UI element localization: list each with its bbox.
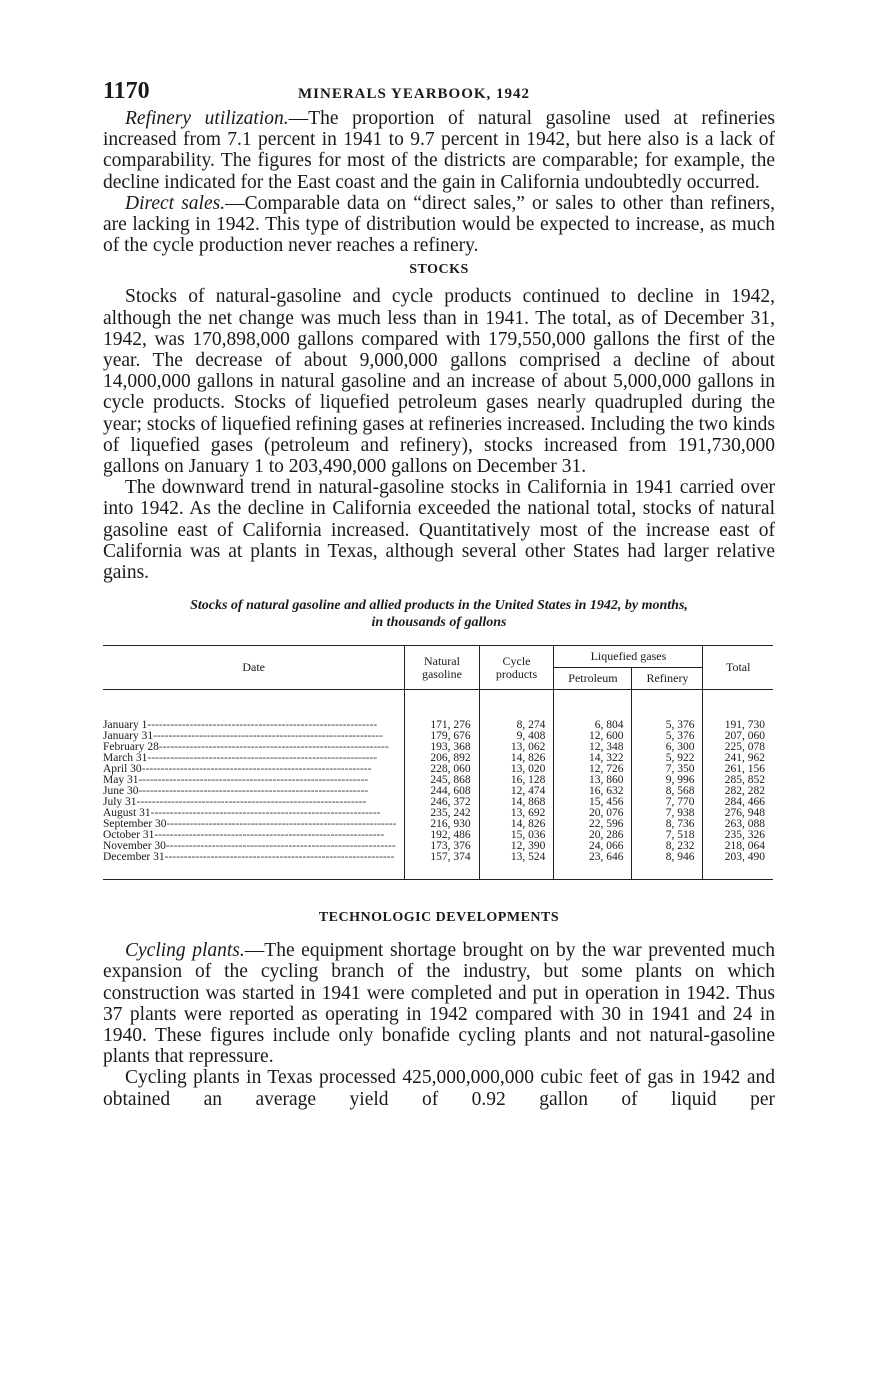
page-number: 1170 xyxy=(103,78,150,104)
col-header-date: Date xyxy=(103,646,405,690)
cell-date-text: August 31 xyxy=(103,808,151,820)
cell-natural: 246, 372 xyxy=(405,797,479,808)
cell-petroleum: 15, 456 xyxy=(554,797,632,808)
section-heading-stocks: STOCKS xyxy=(409,262,469,278)
paragraph-stocks-2: The downward trend in natural-gasoline stocks in California in 1941 carried over into 1942. As the decline in California exceeded the national total, stocks of natural gasoline east of California increased. Quantitatively most of the increase east of California was at plants in Texas, although several other States had larger relative gains. xyxy=(103,477,775,584)
paragraph-text: —The proportion of natural gasoline used at refineries increased from 7.1 percent in 1941 to 9.7 percent in 1942, but here also is a lack of comparability. The figures for most of the districts are comparable; for example, the decline indicated for the East coast and the gain in California undoubtedly occurred. xyxy=(103,108,775,193)
cell-date xyxy=(103,830,405,841)
cell-natural: 235, 242 xyxy=(405,808,479,819)
table-caption xyxy=(103,597,775,631)
cell-total: 263, 088 xyxy=(724,818,765,831)
table-body xyxy=(103,690,773,880)
cell-date xyxy=(103,797,405,808)
cell-cycle: 14, 868 xyxy=(479,797,554,808)
running-head xyxy=(103,78,775,108)
leader-dots: ------------------------------------------------------------ xyxy=(164,852,395,864)
cell-petroleum: 13, 860 xyxy=(554,775,632,786)
cell-cycle: 13, 020 xyxy=(479,764,554,775)
paragraph-cycling-texas: Cycling plants in Texas processed 425,000,000,000 cubic feet of gas in 1942 and obtained an average yield of 0.92 gallon of liquid per xyxy=(103,1067,775,1110)
cell-date xyxy=(103,819,405,830)
runin-heading: Cycling plants. xyxy=(125,940,245,962)
cell-natural: 192, 486 xyxy=(405,830,479,841)
cell-refinery: 9, 996 xyxy=(632,775,703,786)
cell-refinery: 7, 938 xyxy=(632,808,703,819)
cell-petroleum: 20, 076 xyxy=(554,808,632,819)
paragraph-stocks-1: Stocks of natural-gasoline and cycle products continued to decline in 1942, although the net change was much less than in 1941. The total, as of December 31, 1942, was 170,898,000 gallons compared with 179,550,000 gallons the first of the year. The decrease of about 9,000,000 gallons comprised a decline of about 14,000,000 gallons in natural gasoline and an increase of about 5,000,000 gallons in cycle products. Stocks of liquefied petroleum gases nearly quadrupled during the year; stocks of liquefied refining gases at refineries increased. Including the two kinds of liquefied gases (petroleum and refinery), stocks increased from 191,730,000 gallons on January 1 to 203,490,000 gallons on December 31. xyxy=(103,286,775,478)
cell-cycle: 14, 826 xyxy=(479,819,554,830)
cell-cycle: 13, 692 xyxy=(479,808,554,819)
cell-petroleum: 20, 286 xyxy=(554,830,632,841)
cell-date-text: December 31 xyxy=(103,852,165,864)
cell-natural: 173, 376 xyxy=(405,841,479,852)
cell-date-text: September 30 xyxy=(103,819,167,831)
cell-refinery: 5, 376 xyxy=(632,731,703,742)
cell-refinery: 6, 300 xyxy=(632,742,703,753)
cell-refinery: 8, 568 xyxy=(632,786,703,797)
cell-refinery: 7, 350 xyxy=(632,764,703,775)
cell-refinery: 7, 770 xyxy=(632,797,703,808)
cell-cycle: 12, 474 xyxy=(479,786,554,797)
col-header-liquefied-gases: Liquefied gases xyxy=(554,646,703,668)
cell-date xyxy=(103,808,405,819)
stocks-table xyxy=(103,645,773,880)
leader-dots: ------------------------------------------------------------ xyxy=(138,786,369,798)
cell-petroleum: 22, 596 xyxy=(554,819,632,830)
leader-dots: ------------------------------------------------------------ xyxy=(138,775,369,787)
cell-total: 225, 078 xyxy=(724,741,765,754)
cell-date xyxy=(103,775,405,786)
cell-petroleum: 12, 726 xyxy=(554,764,632,775)
running-title: MINERALS YEARBOOK, 1942 xyxy=(298,86,531,102)
cell-date xyxy=(103,720,405,731)
paragraph-text: —The equipment shortage brought on by the war prevented much expansion of the cycling branch of the industry, but some plants on which construction was started in 1941 were completed and put in operation in 1942. Thus 37 plants were reported as operating in 1942 compared with 30 in 1941 and 24 in 1940. These figures include only bonafide cycling plants and not natural-gasoline plants that repressure. xyxy=(103,940,776,1068)
cell-cycle: 9, 408 xyxy=(479,731,554,742)
cell-natural: 179, 676 xyxy=(405,731,479,742)
cell-refinery: 8, 946 xyxy=(632,852,703,863)
leader-dots: ------------------------------------------------------------ xyxy=(166,819,397,831)
cell-total: 203, 490 xyxy=(724,851,765,864)
cell-date-text: November 30 xyxy=(103,841,166,853)
cell-total: 282, 282 xyxy=(724,785,765,798)
cell-natural: 245, 868 xyxy=(405,775,479,786)
cell-cycle: 15, 036 xyxy=(479,830,554,841)
col-header-cycle-products: Cycle products xyxy=(479,646,554,690)
cell-petroleum: 14, 322 xyxy=(554,753,632,764)
cell-natural: 228, 060 xyxy=(405,764,479,775)
document-page xyxy=(103,78,775,1110)
cell-date-text: June 30 xyxy=(103,786,139,798)
cell-total: 285, 852 xyxy=(724,774,765,787)
table-caption-line: Stocks of natural gasoline and allied products in the United States in 1942, by months, xyxy=(190,598,688,614)
cell-refinery: 8, 736 xyxy=(632,819,703,830)
cell-natural: 193, 368 xyxy=(405,742,479,753)
cell-natural: 206, 892 xyxy=(405,753,479,764)
col-header-natural-gasoline: Natural gasoline xyxy=(405,646,479,690)
leader-dots: ------------------------------------------------------------ xyxy=(150,808,381,820)
cell-refinery: 8, 232 xyxy=(632,841,703,852)
cell-refinery: 5, 922 xyxy=(632,753,703,764)
cell-total: 284, 466 xyxy=(724,796,765,809)
section-heading-technologic: TECHNOLOGIC DEVELOPMENTS xyxy=(318,910,560,926)
paragraph-text: —Comparable data on “direct sales,” or sales to other than refiners, are lacking in 1942. This type of distribution would be expected to increase, as much of the cycle production never reaches a refinery. xyxy=(103,192,776,257)
cell-date-text: March 31 xyxy=(103,753,148,765)
paragraph-refinery-utilization xyxy=(103,108,775,193)
paragraph-direct-sales xyxy=(103,193,775,257)
leader-dots: ------------------------------------------------------------ xyxy=(154,830,385,842)
cell-date xyxy=(103,852,405,863)
cell-date-text: April 30 xyxy=(103,764,142,776)
cell-total: 276, 948 xyxy=(724,807,765,820)
cell-date-text: July 31 xyxy=(103,797,137,809)
col-header-petroleum: Petroleum xyxy=(554,668,632,690)
cell-date xyxy=(103,764,405,775)
cell-petroleum: 12, 600 xyxy=(554,731,632,742)
cell-petroleum: 23, 646 xyxy=(554,852,632,863)
cell-petroleum: 12, 348 xyxy=(554,742,632,753)
cell-natural: 244, 608 xyxy=(405,786,479,797)
cell-total: 207, 060 xyxy=(724,730,765,743)
cell-total: 235, 326 xyxy=(724,829,765,842)
runin-heading: Refinery utilization. xyxy=(125,108,289,129)
cell-cycle: 14, 826 xyxy=(479,753,554,764)
cell-date xyxy=(103,731,405,742)
paragraph-cycling-plants xyxy=(103,940,775,1067)
cell-cycle: 13, 062 xyxy=(479,742,554,753)
cell-refinery: 7, 518 xyxy=(632,830,703,841)
cell-date xyxy=(103,786,405,797)
cell-date-text: January 1 xyxy=(103,720,148,732)
leader-dots: ------------------------------------------------------------ xyxy=(165,841,396,853)
cell-date-text: October 31 xyxy=(103,830,155,842)
cell-date-text: May 31 xyxy=(103,775,139,787)
cell-petroleum: 24, 066 xyxy=(554,841,632,852)
cell-total: 261, 156 xyxy=(724,763,765,776)
leader-dots: ------------------------------------------------------------ xyxy=(136,797,367,809)
cell-date-text: February 28 xyxy=(103,742,159,754)
cell-petroleum: 6, 804 xyxy=(554,720,632,731)
cell-date xyxy=(103,753,405,764)
leader-dots: ------------------------------------------------------------ xyxy=(153,731,383,743)
cell-date xyxy=(103,742,405,753)
cell-natural: 216, 930 xyxy=(405,819,479,830)
table-row xyxy=(103,852,773,863)
leader-dots: ------------------------------------------------------------ xyxy=(158,742,389,754)
cell-petroleum: 16, 632 xyxy=(554,786,632,797)
cell-date xyxy=(103,841,405,852)
cell-natural: 171, 276 xyxy=(405,720,479,731)
cell-cycle: 13, 524 xyxy=(479,852,554,863)
cell-date-text: January 31 xyxy=(103,731,154,743)
col-header-refinery: Refinery xyxy=(632,668,703,690)
col-header-total: Total xyxy=(703,646,773,690)
cell-cycle: 8, 274 xyxy=(479,720,554,731)
cell-cycle: 12, 390 xyxy=(479,841,554,852)
cell-cycle: 16, 128 xyxy=(479,775,554,786)
leader-dots: ------------------------------------------------------------ xyxy=(147,753,378,765)
cell-total: 241, 962 xyxy=(724,752,765,765)
cell-total: 191, 730 xyxy=(724,719,765,732)
leader-dots: ------------------------------------------------------------ xyxy=(141,764,372,776)
runin-heading: Direct sales. xyxy=(125,192,226,214)
cell-natural: 157, 374 xyxy=(405,852,479,863)
cell-total: 218, 064 xyxy=(724,840,765,853)
cell-refinery: 5, 376 xyxy=(632,720,703,731)
leader-dots: ------------------------------------------------------------ xyxy=(147,720,378,732)
table-caption-line: in thousands of gallons xyxy=(371,615,507,631)
